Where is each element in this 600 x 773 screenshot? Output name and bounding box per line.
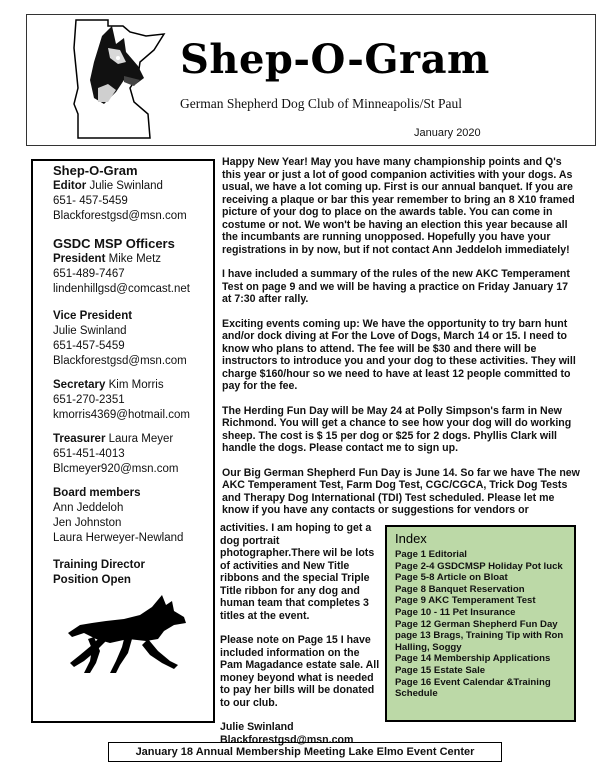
- club-subtitle: German Shepherd Dog Club of Minneapolis/St Paul: [180, 96, 462, 111]
- treasurer-line: Treasurer Laura Meyer: [53, 433, 174, 445]
- signature-name: Julie Swinland: [220, 721, 294, 733]
- board-member: Jen Johnston: [53, 517, 122, 529]
- editor-email: Blackforestgsd@msn.com: [53, 210, 187, 222]
- president-phone: 651-489-7467: [53, 268, 125, 280]
- editorial-paragraph: I have included a summary of the rules of the new AKC Temperament Test on page 9 and we will be having a practice on Friday January 17 at 7:30 after rally.: [222, 268, 570, 305]
- vp-phone: 651-457-5459: [53, 340, 125, 352]
- minnesota-shepherd-logo: [68, 18, 168, 140]
- editorial-text: [222, 156, 580, 529]
- secretary-line: Secretary Kim Morris: [53, 379, 164, 391]
- vp-email: Blackforestgsd@msn.com: [53, 355, 187, 367]
- vp-label: Vice President: [53, 310, 133, 322]
- editor-line: Editor Julie Swinland: [53, 180, 163, 192]
- editorial-paragraph: Happy New Year! May you have many championship points and Q's this year or just a lot of good companion activities with your dogs. As usual, we have a lot coming up. First is our annual banquet. If you are receiving a plaque or bar this year remember to bring an 8 X10 framed picture of your dog to place on the awards table. You can come in costume or not. We won't be having an election this year because all the incumbants are running unopposed. Hopefully you have your registrations in by now, but if not contact Ann Jeddeloh immediately!: [222, 156, 575, 256]
- editorial-paragraph: Exciting events coming up: We have the opportunity to try barn hunt and/or dock diving at For the Love of Dogs, March 14 or 15. I need to know who plans to attend. The fee will be $30 and there will be instructors to introduce you and your dog to these activities. They will charge $160/hour so we need to have at least 12 people committed to pay for the fee.: [222, 317, 576, 392]
- editorial-paragraph: Please note on Page 15 I have included information on the Pam Magadance estate sale. All money beyond what is needed to pay her bills will be donated to our club.: [220, 634, 380, 709]
- editorial-paragraph: The Herding Fun Day will be May 24 at Polly Simpson's farm in New Richmond. You will get a chance to see how your dog will do working sheep. The cost is $ 15 per dog or $25 for 2 dogs. Phyllis Clark will handle the dogs. Please contact me to sign up.: [222, 404, 572, 454]
- index-item: Page 16 Event Calendar &Training Schedule: [395, 676, 551, 700]
- position-open-label: Position Open: [53, 574, 131, 586]
- index-box: [385, 525, 576, 722]
- vp-name: Julie Swinland: [53, 325, 127, 337]
- index-item: Page 5-8 Article on Bloat: [395, 572, 508, 584]
- training-director-label: Training Director: [53, 559, 146, 571]
- index-item: page 13 Brags, Training Tip with Ron Halling, Soggy: [395, 630, 564, 653]
- index-item: Page 9 AKC Temperament Test: [395, 595, 536, 607]
- index-item: Page 1 Editorial: [395, 549, 467, 560]
- editor-phone: 651- 457-5459: [53, 195, 128, 207]
- sidebar-content: [53, 163, 213, 588]
- president-email: lindenhillgsd@comcast.net: [53, 283, 190, 295]
- newsletter-title: Shep-O-Gram: [180, 36, 490, 83]
- issue-date: January 2020: [414, 127, 481, 139]
- index-item: Page 15 Estate Sale: [395, 664, 486, 676]
- editorial-continued: [220, 522, 380, 746]
- meeting-banner: January 18 Annual Membership Meeting Lake Elmo Event Center: [108, 742, 502, 762]
- treasurer-email: Blcmeyer920@msn.com: [53, 463, 179, 475]
- index-title: Index: [395, 531, 427, 546]
- treasurer-phone: 651-451-4013: [53, 448, 125, 460]
- editorial-paragraph: Our Big German Shepherd Fun Day is June 14. So far we have The new AKC Temperament Test, Farm Dog Test, CGC/CGCA, Trick Dog Tests and Therapy Dog International (TDI) Test scheduled. Please let me know if you have any contacts or suggestions for vendors or: [222, 466, 580, 516]
- officers-heading: GSDC MSP Officers: [53, 236, 175, 251]
- board-label: Board members: [53, 487, 141, 499]
- index-item: Page 12 German Shepherd Fun Day: [395, 618, 558, 630]
- secretary-email: kmorris4369@hotmail.com: [53, 409, 190, 421]
- board-member: Laura Herweyer-Newland: [53, 532, 184, 544]
- president-line: President Mike Metz: [53, 253, 162, 265]
- running-dog-silhouette-icon: [66, 593, 190, 677]
- index-item: Page 8 Banquet Reservation: [395, 583, 525, 595]
- signature-email: Blackforestgsd@msn.com: [220, 733, 354, 746]
- editorial-paragraph: activities. I am hoping to get a dog portrait photographer.There wil be lots of activities and New Title ribbons and the special Triple Title ribbon for any dog and human team that completes 3 titles at the event.: [220, 522, 375, 622]
- board-member: Ann Jeddeloh: [53, 502, 124, 514]
- sidebar-heading: Shep-O-Gram: [53, 163, 138, 178]
- index-item: Page 14 Membership Applications: [395, 653, 551, 665]
- index-item: Page 2-4 GSDCMSP Holiday Pot luck: [395, 560, 563, 572]
- index-list: [395, 549, 573, 700]
- secretary-phone: 651-270-2351: [53, 394, 125, 406]
- index-item: Page 10 - 11 Pet Insurance: [395, 606, 516, 618]
